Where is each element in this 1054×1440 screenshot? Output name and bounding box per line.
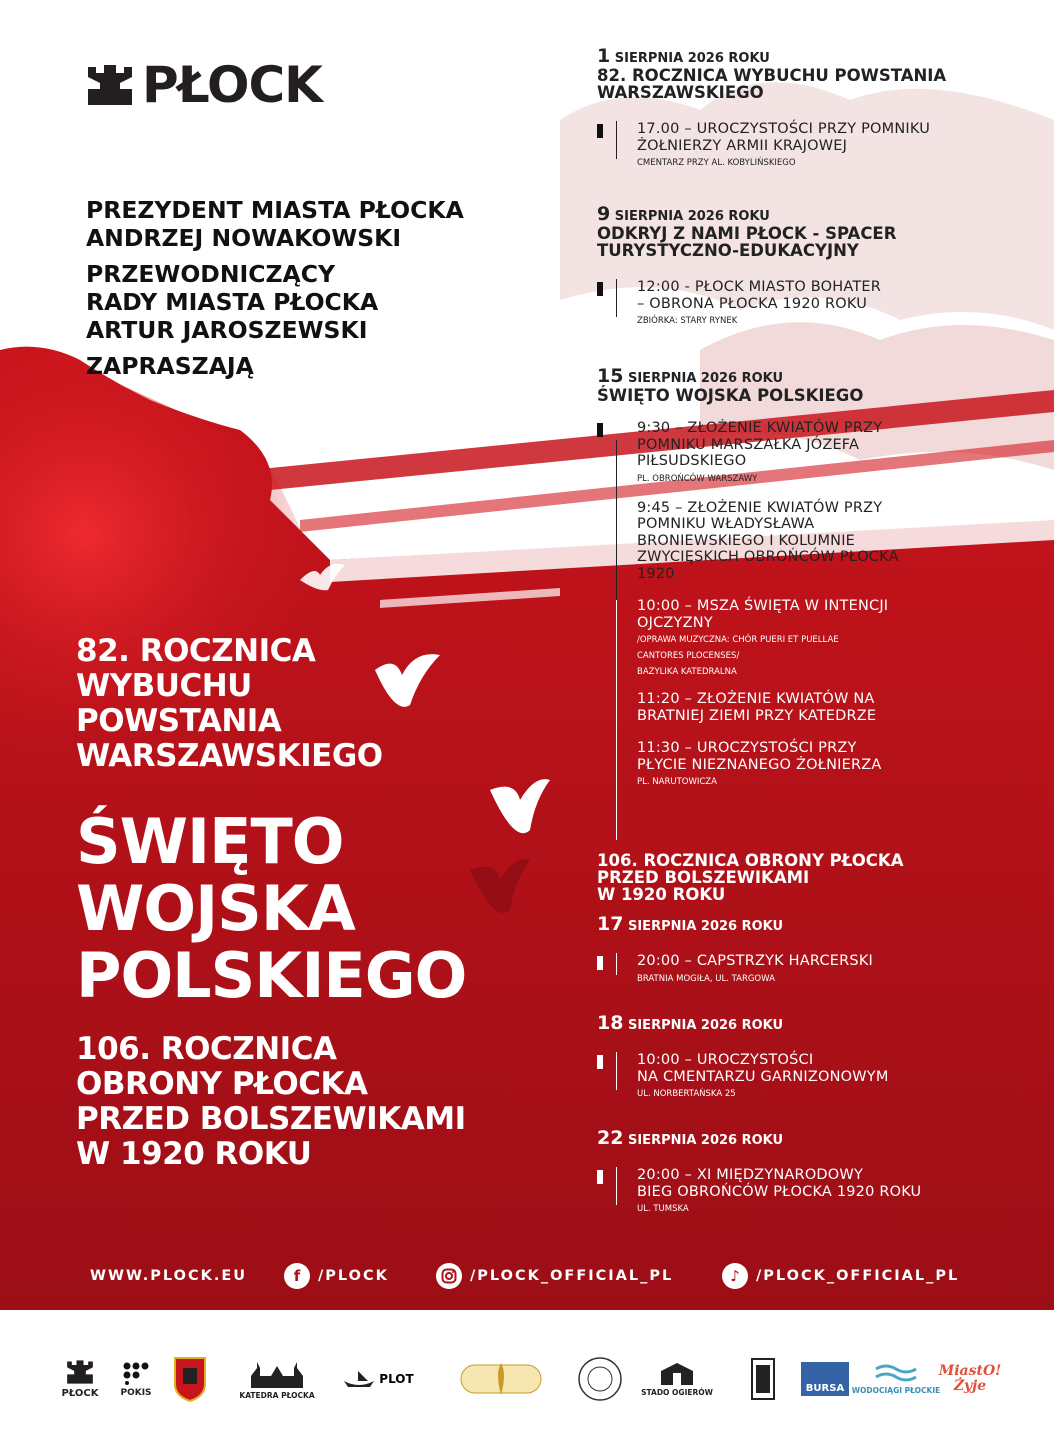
date-month: SIERPNIA 2026 ROKU bbox=[627, 1018, 784, 1033]
tiktok-link[interactable] bbox=[722, 1262, 959, 1290]
host-line: PREZYDENT MIASTA PŁOCKA bbox=[86, 196, 464, 224]
anniversary-headline bbox=[76, 634, 383, 774]
bullet-marker bbox=[597, 1170, 603, 1184]
bullet-marker bbox=[597, 1055, 603, 1069]
event-item bbox=[597, 953, 1017, 986]
schedule-aug9 bbox=[597, 203, 1017, 328]
event-location: PL. NARUTOWICZA bbox=[637, 777, 717, 787]
website-link[interactable] bbox=[90, 1262, 247, 1290]
host-line: PRZEWODNICZĄCY bbox=[86, 260, 335, 288]
wave-icon bbox=[874, 1363, 918, 1383]
stable-icon bbox=[657, 1361, 697, 1385]
partner-label: STADO OGIERÓW bbox=[641, 1388, 713, 1397]
cathedral-icon bbox=[247, 1358, 307, 1388]
event-text: BRATNIEJ ZIEMI PRZY KATEDRZE bbox=[637, 707, 877, 724]
partner-wodociagi-logo bbox=[851, 1348, 941, 1410]
event-title: ŚWIĘTO WOJSKA POLSKIEGO bbox=[597, 386, 864, 405]
event-item bbox=[597, 420, 1017, 486]
event-text: – OBRONA PŁOCKA 1920 ROKU bbox=[637, 295, 868, 312]
timeline-line bbox=[616, 953, 617, 975]
date-day: 1 bbox=[597, 45, 611, 67]
hosts-block bbox=[86, 196, 566, 380]
partner-label: KATEDRA PŁOCKA bbox=[239, 1391, 315, 1400]
event-text: 9:45 – ZŁOŻENIE KWIATÓW PRZY bbox=[637, 499, 883, 516]
date-day: 17 bbox=[597, 913, 624, 935]
logo-text: PŁOCK bbox=[142, 56, 322, 114]
plock-logo bbox=[86, 56, 322, 114]
instagram-icon bbox=[436, 1263, 462, 1289]
event-location: BRATNIA MOGIŁA, UL. TARGOWA bbox=[637, 973, 775, 984]
event-location: /OPRAWA MUZYCZNA: CHÓR PUERI ET PUELLAE bbox=[637, 635, 839, 645]
event-date bbox=[597, 365, 1017, 387]
partner-bursa-logo bbox=[800, 1348, 850, 1410]
shield-icon bbox=[173, 1356, 207, 1402]
event-title: 82. ROCZNICA WYBUCHU POWSTANIA bbox=[597, 66, 947, 85]
date-day: 15 bbox=[597, 365, 624, 387]
website-text: WWW.PLOCK.EU bbox=[90, 1268, 248, 1284]
headline-line: WARSZAWSKIEGO bbox=[76, 738, 383, 774]
event-location: UL. NORBERTAŃSKA 25 bbox=[637, 1089, 736, 1099]
event-text: OJCZYZNY bbox=[637, 614, 713, 631]
partner-fraternity-logo bbox=[572, 1348, 628, 1410]
headline-line: OBRONY PŁOCKA bbox=[76, 1066, 368, 1102]
facebook-link[interactable] bbox=[284, 1262, 389, 1290]
partner-stado-logo bbox=[641, 1348, 713, 1410]
event-location: BAZYLIKA KATEDRALNA bbox=[637, 667, 737, 677]
event-text: BRONIEWSKIEGO I KOLUMNIE bbox=[637, 532, 856, 549]
headline-line: PRZED BOLSZEWIKAMI bbox=[76, 1101, 466, 1137]
date-day: 18 bbox=[597, 1012, 624, 1034]
event-date bbox=[597, 203, 1017, 225]
partner-logos bbox=[0, 1310, 1054, 1440]
lily-badge-icon bbox=[459, 1357, 543, 1401]
headline-line: WOJSKA bbox=[76, 872, 355, 945]
tiktok-icon: ♪ bbox=[722, 1263, 748, 1289]
headline-line: POLSKIEGO bbox=[76, 939, 467, 1012]
event-text: POMNIKU WŁADYSŁAWA bbox=[637, 516, 815, 532]
headline-line: ŚWIĘTO bbox=[76, 805, 344, 878]
timeline-line bbox=[616, 1052, 617, 1090]
schedule-aug22 bbox=[597, 1127, 1017, 1216]
partner-label: MiastO! Żyje bbox=[938, 1363, 1002, 1394]
event-item bbox=[597, 691, 1017, 724]
defense-headline bbox=[76, 1032, 466, 1172]
partner-theatre-logo bbox=[748, 1348, 778, 1410]
partner-katedra-logo bbox=[239, 1348, 315, 1410]
event-text: ZWYCIĘSKICH OBROŃCÓW PŁOCKA bbox=[637, 549, 899, 565]
event-text: 20:00 – XI MIĘDZYNARODOWY bbox=[637, 1167, 864, 1183]
schedule-aug1 bbox=[597, 45, 1017, 170]
event-text: 12:00 - PŁOCK MIASTO BOHATER bbox=[637, 279, 882, 295]
event-text: 10:00 – UROCZYSTOŚCI bbox=[637, 1052, 814, 1068]
holiday-headline bbox=[76, 805, 467, 1012]
date-month: SIERPNIA 2026 ROKU bbox=[627, 371, 784, 386]
partner-label: PŁOCK bbox=[61, 1388, 99, 1399]
event-date bbox=[597, 913, 1017, 935]
event-item bbox=[597, 500, 1017, 583]
host-line: ZAPRASZAJĄ bbox=[86, 352, 254, 380]
facebook-handle: /PLOCK bbox=[318, 1268, 389, 1284]
event-location: PL. OBROŃCÓW WARSZAWY bbox=[637, 473, 758, 484]
event-title: PRZED BOLSZEWIKAMI bbox=[597, 868, 810, 887]
crown-icon bbox=[86, 63, 134, 107]
event-text: ŻOŁNIERZY ARMII KRAJOWEJ bbox=[637, 137, 848, 154]
timeline-line bbox=[616, 121, 617, 159]
building-icon bbox=[750, 1357, 776, 1401]
partner-plock-logo bbox=[56, 1348, 104, 1410]
event-item bbox=[597, 121, 1017, 170]
schedule-aug17 bbox=[597, 913, 1017, 986]
event-date bbox=[597, 1127, 1017, 1149]
partner-scout-logo bbox=[458, 1348, 544, 1410]
event-item bbox=[597, 1052, 1017, 1101]
partner-plot-logo bbox=[338, 1348, 418, 1410]
event-date bbox=[597, 1012, 1017, 1034]
schedule-aug15 bbox=[597, 365, 1017, 789]
event-text: 9:30 – ZŁOŻENIE KWIATÓW PRZY bbox=[637, 420, 883, 436]
event-text: PŁYCIE NIEZNANEGO ŻOŁNIERZA bbox=[637, 756, 882, 773]
event-list bbox=[597, 420, 1017, 789]
event-text: PIŁSUDSKIEGO bbox=[637, 453, 747, 469]
headline-line: 106. ROCZNICA bbox=[76, 1031, 337, 1067]
event-text: 10:00 – MSZA ŚWIĘTA W INTENCJI bbox=[637, 598, 889, 614]
headline-line: 82. ROCZNICA bbox=[76, 633, 316, 669]
event-date bbox=[597, 45, 1017, 67]
event-text: 11:30 – UROCZYSTOŚCI PRZY bbox=[637, 740, 857, 756]
event-text: 11:20 – ZŁOŻENIE KWIATÓW NA bbox=[637, 691, 875, 707]
bullet-marker bbox=[597, 124, 603, 138]
partner-label: BURSA bbox=[801, 1362, 849, 1396]
event-item bbox=[597, 279, 1017, 328]
partner-miasto-logo bbox=[930, 1348, 1010, 1410]
timeline-line bbox=[616, 279, 617, 317]
event-item bbox=[597, 598, 1017, 679]
event-location: ZBIÓRKA: STARY RYNEK bbox=[637, 316, 738, 326]
partner-label: POKIS bbox=[120, 1387, 152, 1398]
event-title: WARSZAWSKIEGO bbox=[597, 83, 764, 102]
event-title: W 1920 ROKU bbox=[597, 885, 726, 904]
event-item bbox=[597, 740, 1017, 789]
date-day: 22 bbox=[597, 1127, 624, 1149]
event-text: 17.00 – UROCZYSTOŚCI PRZY POMNIKU bbox=[637, 121, 931, 137]
event-text: NA CMENTARZU GARNIZONOWYM bbox=[637, 1068, 889, 1085]
instagram-link[interactable] bbox=[436, 1262, 673, 1290]
event-title: TURYSTYCZNO-EDUKACYJNY bbox=[597, 241, 859, 260]
host-line: ANDRZEJ NOWAKOWSKI bbox=[86, 224, 402, 252]
headline-line: W 1920 ROKU bbox=[76, 1136, 312, 1172]
seal-icon bbox=[576, 1355, 624, 1403]
host-line: ARTUR JAROSZEWSKI bbox=[86, 316, 368, 344]
facebook-icon: f bbox=[284, 1263, 310, 1289]
event-location: CANTORES PLOCENSES/ bbox=[637, 651, 740, 661]
bullet-marker bbox=[597, 423, 603, 437]
crown-icon bbox=[66, 1359, 94, 1385]
event-title: ODKRYJ Z NAMI PŁOCK - SPACER bbox=[597, 224, 897, 243]
date-month: SIERPNIA 2026 ROKU bbox=[614, 51, 770, 66]
partner-label: PLOT bbox=[379, 1372, 414, 1386]
headline-line: WYBUCHU bbox=[76, 668, 252, 704]
partner-label: WODOCIĄGI PŁOCKIE bbox=[851, 1386, 941, 1395]
host-line: RADY MIASTA PŁOCKA bbox=[86, 288, 379, 316]
footer-social bbox=[0, 1262, 1054, 1290]
event-item bbox=[597, 1167, 1017, 1216]
event-text: 20:00 – CAPSTRZYK HARCERSKI bbox=[637, 953, 874, 969]
tiktok-handle: /PLOCK_OFFICIAL_PL bbox=[756, 1268, 960, 1284]
event-text: POMNIKU MARSZAŁKA JÓZEFA bbox=[637, 436, 860, 453]
date-month: SIERPNIA 2026 ROKU bbox=[627, 1133, 784, 1148]
schedule-aug18 bbox=[597, 1012, 1017, 1101]
event-text: 1920 bbox=[637, 565, 675, 582]
boat-icon bbox=[342, 1369, 376, 1389]
instagram-handle: /PLOCK_OFFICIAL_PL bbox=[470, 1268, 674, 1284]
event-title: 106. ROCZNICA OBRONY PŁOCKA bbox=[597, 851, 904, 870]
date-month: SIERPNIA 2026 ROKU bbox=[614, 209, 770, 224]
partner-fire-brigade-logo bbox=[170, 1348, 210, 1410]
date-month: SIERPNIA 2026 ROKU bbox=[627, 919, 784, 934]
event-location: CMENTARZ PRZY AL. KOBYLIŃSKIEGO bbox=[637, 158, 796, 168]
event-text: BIEG OBROŃCÓW PŁOCKA 1920 ROKU bbox=[637, 1183, 922, 1200]
date-day: 9 bbox=[597, 203, 611, 225]
dots-icon bbox=[122, 1361, 150, 1385]
headline-line: POWSTANIA bbox=[76, 703, 282, 739]
timeline-line bbox=[616, 1167, 617, 1205]
defense-schedule-heading bbox=[597, 852, 1017, 903]
bullet-marker bbox=[597, 956, 603, 970]
event-location: UL. TUMSKA bbox=[637, 1204, 689, 1214]
bullet-marker bbox=[597, 282, 603, 296]
partner-pokis-logo bbox=[118, 1348, 154, 1410]
